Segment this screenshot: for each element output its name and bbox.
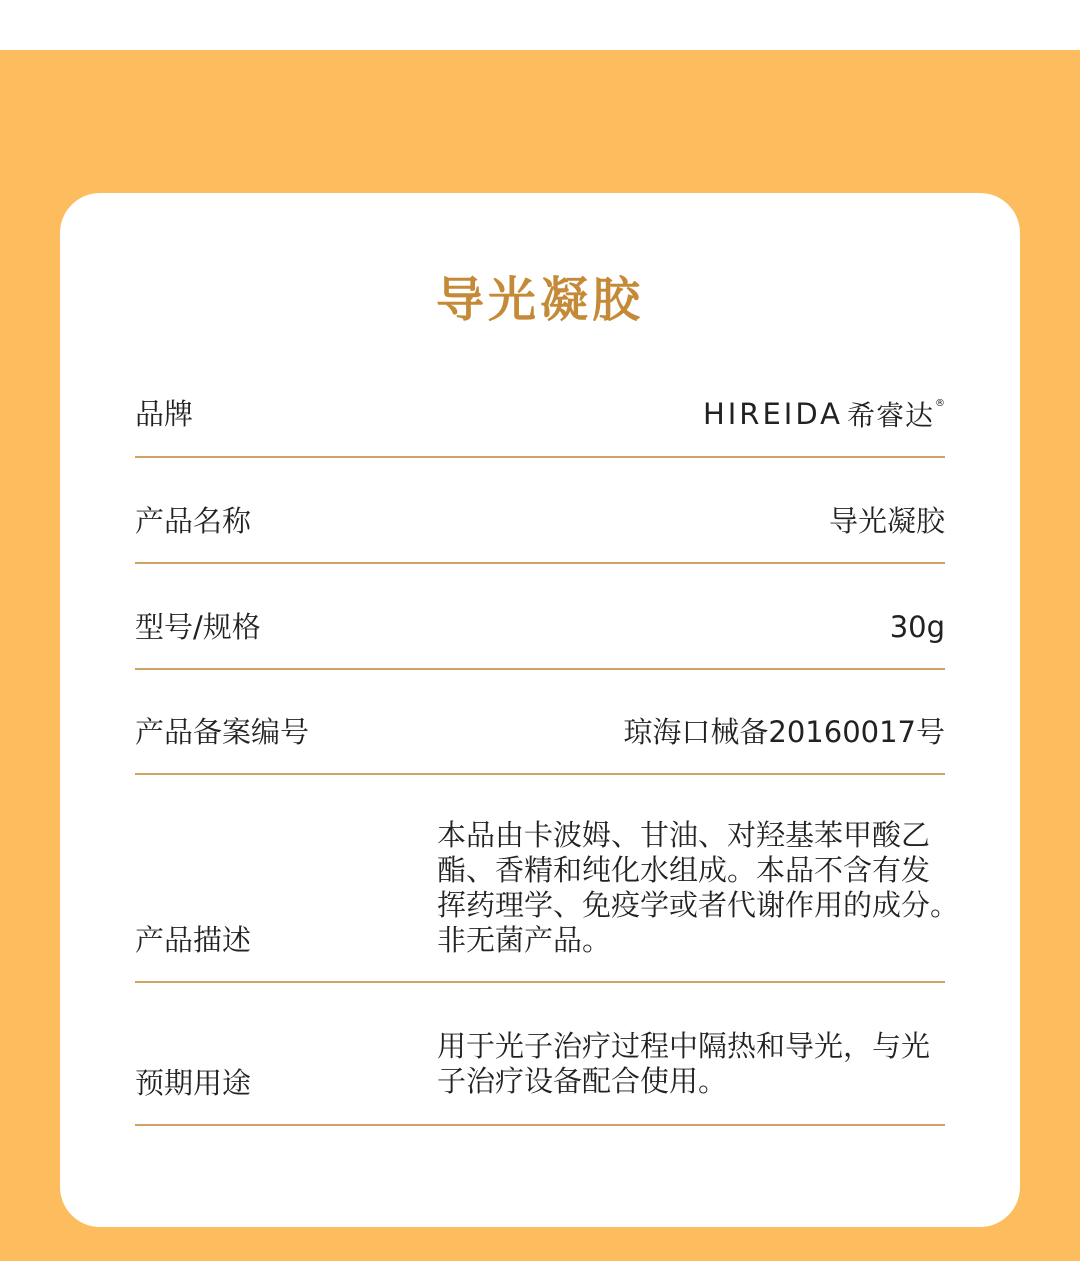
spec-row-brand: [135, 396, 945, 458]
spec-label: 产品备案编号: [135, 715, 310, 749]
spec-row-registration: [135, 670, 945, 775]
spec-label: 产品描述: [135, 923, 252, 957]
spec-label: 品牌: [135, 397, 194, 431]
spec-value: 本品由卡波姆、甘油、对羟基苯甲酸乙 酯、香精和纯化水组成。本品不含有发 挥药理学、免疫学或者代谢作用的成分。 非无菌产品。: [437, 818, 960, 957]
brand-logo: [703, 396, 945, 432]
page-title: 导光凝胶: [435, 272, 644, 328]
spec-row-model: [135, 564, 945, 670]
brand-name-en: HIREIDA: [702, 397, 843, 431]
spec-label: 预期用途: [135, 1066, 252, 1100]
spec-value: 30g: [889, 610, 945, 644]
spec-row-description: [135, 775, 960, 983]
brand-name-cn: 希睿达: [846, 399, 934, 432]
spec-value: 琼海口械备20160017号: [623, 715, 945, 749]
spec-row-product-name: [135, 458, 945, 564]
spec-value: 导光凝胶: [828, 504, 945, 538]
spec-label: 产品名称: [135, 504, 252, 538]
top-white-strip: [0, 0, 1080, 50]
spec-row-intended-use: [135, 983, 945, 1126]
registered-mark: ®: [935, 398, 945, 409]
spec-label: 型号/规格: [135, 610, 261, 644]
spec-value: 用于光子治疗过程中隔热和导光，与光 子治疗设备配合使用。: [437, 1029, 931, 1098]
